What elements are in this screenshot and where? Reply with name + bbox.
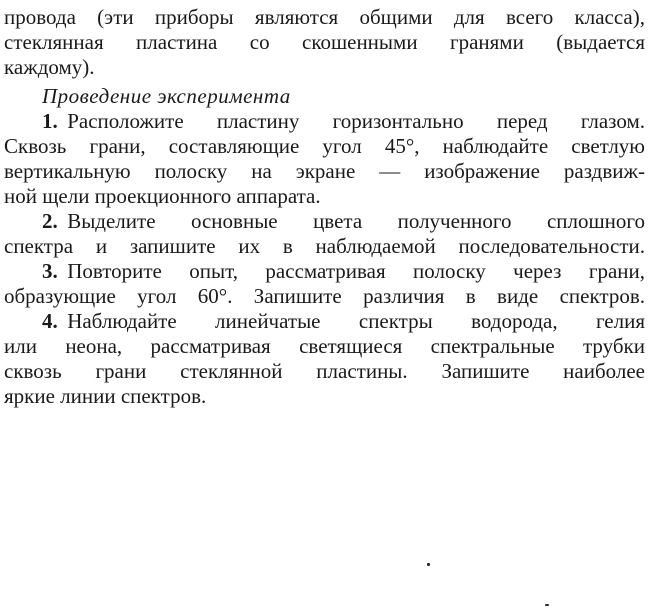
- text-line: образующие угол 60°. Запишите различия в виде спектров.: [4, 284, 645, 308]
- text-line: сквозь грани стеклянной пластины. Запишите наиболее: [4, 359, 645, 383]
- text-line: провода (эти приборы являются общими для всего класса),: [4, 5, 645, 29]
- scan-speck: [545, 604, 549, 606]
- text-line: каждому).: [4, 55, 95, 79]
- step-number: 3.: [42, 259, 58, 283]
- text-line: или неона, рассматривая светящиеся спектральные трубки: [4, 334, 645, 358]
- text-line: Сквозь грани, составляющие угол 45°, наблюдайте светлую: [4, 134, 645, 158]
- step-number: 2.: [42, 209, 58, 233]
- text-line: спектра и запишите их в наблюдаемой последовательности.: [4, 234, 645, 258]
- step-first-line: [4, 309, 645, 334]
- scan-speck: [427, 563, 430, 566]
- section-heading: Проведение эксперимента: [42, 84, 291, 108]
- text-line: вертикальную полоску на экране — изображение раздвиж-: [4, 159, 645, 183]
- step-text: Повторите опыт, рассматривая полоску через грани,: [67, 259, 645, 283]
- step-first-line: [4, 259, 645, 284]
- step-text: Расположите пластину горизонтально перед глазом.: [67, 109, 645, 133]
- step-text: Выделите основные цвета полученного сплошного: [67, 209, 645, 233]
- step-first-line: [4, 209, 645, 234]
- step-text: Наблюдайте линейчатые спектры водорода, гелия: [67, 309, 645, 333]
- text-line: ной щели проекционного аппарата.: [4, 184, 321, 208]
- text-line: стеклянная пластина со скошенными гранями (выдается: [4, 30, 645, 54]
- text-line: яркие линии спектров.: [4, 384, 207, 408]
- step-number: 1.: [42, 109, 58, 133]
- step-number: 4.: [42, 309, 58, 333]
- step-first-line: [4, 109, 645, 134]
